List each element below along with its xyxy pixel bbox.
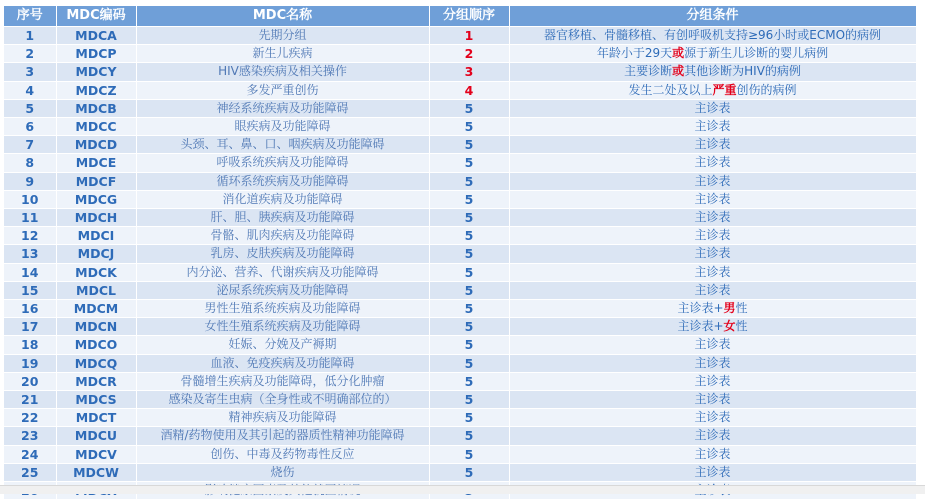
table-row <box>4 300 916 318</box>
cell-name[interactable]: 男性生殖系统疾病及功能障碍 <box>136 300 429 318</box>
cell-seq[interactable]: 14 <box>4 263 56 281</box>
table-row <box>4 391 916 409</box>
cell-seq[interactable]: 16 <box>4 300 56 318</box>
cell-name[interactable]: 循环系统疾病及功能障碍 <box>136 172 429 190</box>
cell-condition[interactable] <box>509 209 916 227</box>
cell-order[interactable]: 5 <box>429 318 509 336</box>
table-row <box>4 209 916 227</box>
cell-order[interactable]: 5 <box>429 463 509 481</box>
cell-seq[interactable]: 19 <box>4 354 56 372</box>
cell-seq[interactable]: 25 <box>4 463 56 481</box>
cell-condition[interactable] <box>509 154 916 172</box>
cell-name[interactable]: 创伤、中毒及药物毒性反应 <box>136 445 429 463</box>
condition-text: 主诊表 <box>694 264 731 279</box>
cell-name[interactable]: 血液、免疫疾病及功能障碍 <box>136 354 429 372</box>
header-row <box>4 6 916 27</box>
table-row <box>4 281 916 299</box>
condition-text-tail: 源于新生儿诊断的婴儿病例 <box>684 46 829 61</box>
cell-order[interactable]: 5 <box>429 227 509 245</box>
cell-order[interactable]: 5 <box>429 372 509 390</box>
cell-condition[interactable] <box>509 354 916 372</box>
condition-text: 主诊表 <box>694 137 731 152</box>
cell-seq[interactable]: 4 <box>4 81 56 99</box>
cell-name[interactable]: 精神疾病及功能障碍 <box>136 409 429 427</box>
cell-order[interactable]: 5 <box>429 245 509 263</box>
cell-condition[interactable] <box>509 227 916 245</box>
table-row <box>4 81 916 99</box>
condition-text-tail: 性 <box>735 319 748 334</box>
cell-name[interactable]: 感染及寄生虫病（全身性或不明确部位的） <box>136 391 429 409</box>
header-seq[interactable]: 序号 <box>4 6 56 27</box>
cell-code[interactable]: MDCU <box>56 427 136 445</box>
table-row <box>4 427 916 445</box>
condition-highlight: 或 <box>672 46 685 61</box>
cell-seq[interactable]: 9 <box>4 172 56 190</box>
cell-order[interactable]: 5 <box>429 354 509 372</box>
cell-code[interactable]: MDCC <box>56 118 136 136</box>
cell-order[interactable]: 5 <box>429 445 509 463</box>
cell-condition[interactable] <box>509 136 916 154</box>
cell-seq[interactable]: 8 <box>4 154 56 172</box>
cell-code[interactable]: MDCD <box>56 136 136 154</box>
cell-order[interactable]: 5 <box>429 300 509 318</box>
cell-code[interactable]: MDCY <box>56 63 136 81</box>
cell-order[interactable]: 5 <box>429 409 509 427</box>
table-row <box>4 136 916 154</box>
cell-seq[interactable]: 23 <box>4 427 56 445</box>
table-row <box>4 336 916 354</box>
condition-highlight: 严重 <box>712 82 737 97</box>
cell-code[interactable]: MDCZ <box>56 81 136 99</box>
cell-seq[interactable]: 20 <box>4 372 56 390</box>
cell-code[interactable]: MDCV <box>56 445 136 463</box>
condition-text: 主诊表 <box>694 337 731 352</box>
table-row <box>4 172 916 190</box>
condition-text-tail: 性 <box>735 301 748 316</box>
cell-condition[interactable] <box>509 172 916 190</box>
condition-text: 主诊表 <box>694 282 731 297</box>
header-condition[interactable]: 分组条件 <box>509 6 916 27</box>
condition-text: 主诊表 <box>694 464 731 479</box>
condition-highlight: 或 <box>672 64 685 79</box>
cell-order[interactable]: 5 <box>429 190 509 208</box>
cell-order[interactable]: 5 <box>429 118 509 136</box>
table-row <box>4 227 916 245</box>
cell-condition[interactable] <box>509 445 916 463</box>
cell-code[interactable]: MDCL <box>56 281 136 299</box>
cell-seq[interactable]: 13 <box>4 245 56 263</box>
cell-condition[interactable] <box>509 300 916 318</box>
cell-code[interactable]: MDCS <box>56 391 136 409</box>
table-header <box>4 6 916 27</box>
cell-condition[interactable] <box>509 336 916 354</box>
condition-text: 主要诊断 <box>624 64 673 79</box>
cell-seq[interactable]: 7 <box>4 136 56 154</box>
cell-code[interactable]: MDCB <box>56 99 136 117</box>
cell-condition[interactable] <box>509 63 916 81</box>
cell-condition[interactable] <box>509 281 916 299</box>
condition-text: 主诊表+ <box>677 319 724 334</box>
cell-condition[interactable] <box>509 409 916 427</box>
header-code[interactable]: MDC编码 <box>56 6 136 27</box>
cell-name[interactable]: 妊娠、分娩及产褥期 <box>136 336 429 354</box>
cell-condition[interactable] <box>509 318 916 336</box>
condition-text: 主诊表 <box>694 155 731 170</box>
cell-name[interactable]: 头颈、耳、鼻、口、咽疾病及功能障碍 <box>136 136 429 154</box>
condition-text: 主诊表 <box>694 119 731 134</box>
cell-order[interactable]: 5 <box>429 209 509 227</box>
cell-code[interactable]: MDCI <box>56 227 136 245</box>
cell-seq[interactable]: 3 <box>4 63 56 81</box>
cell-code[interactable]: MDCP <box>56 45 136 63</box>
condition-text: 发生二处及以上 <box>628 82 713 97</box>
table-row <box>4 118 916 136</box>
condition-text: 主诊表 <box>694 210 731 225</box>
cell-seq[interactable]: 22 <box>4 409 56 427</box>
table-row <box>4 27 916 45</box>
condition-text: 主诊表+ <box>677 301 724 316</box>
condition-text: 主诊表 <box>694 446 731 461</box>
table-body <box>4 27 916 500</box>
table-row <box>4 372 916 390</box>
cell-code[interactable]: MDCO <box>56 336 136 354</box>
cell-name[interactable]: 骨骼、肌肉疾病及功能障碍 <box>136 227 429 245</box>
cell-condition[interactable] <box>509 190 916 208</box>
table-row <box>4 190 916 208</box>
cell-code[interactable]: MDCW <box>56 463 136 481</box>
cell-code[interactable]: MDCE <box>56 154 136 172</box>
cell-condition[interactable] <box>509 372 916 390</box>
mdc-table <box>4 6 917 500</box>
cell-name[interactable]: 乳房、皮肤疾病及功能障碍 <box>136 245 429 263</box>
cell-seq[interactable]: 17 <box>4 318 56 336</box>
condition-text: 主诊表 <box>694 191 731 206</box>
condition-text: 主诊表 <box>694 410 731 425</box>
cell-code[interactable]: MDCQ <box>56 354 136 372</box>
cell-code[interactable]: MDCF <box>56 172 136 190</box>
cell-name[interactable]: 新生儿疾病 <box>136 45 429 63</box>
header-order[interactable]: 分组顺序 <box>429 6 509 27</box>
cell-code[interactable]: MDCH <box>56 209 136 227</box>
cell-code[interactable]: MDCM <box>56 300 136 318</box>
cell-name[interactable]: 呼吸系统疾病及功能障碍 <box>136 154 429 172</box>
table-row <box>4 99 916 117</box>
cell-seq[interactable]: 11 <box>4 209 56 227</box>
cell-name[interactable]: 烧伤 <box>136 463 429 481</box>
cell-condition[interactable] <box>509 27 916 45</box>
cell-order[interactable]: 5 <box>429 136 509 154</box>
cell-name[interactable]: 内分泌、营养、代谢疾病及功能障碍 <box>136 263 429 281</box>
condition-text: 器官移植、骨髓移植、有创呼吸机支持≥96小时或ECMO的病例 <box>543 28 882 42</box>
table-row <box>4 463 916 481</box>
cell-condition[interactable] <box>509 118 916 136</box>
condition-text-tail: 创伤的病例 <box>736 82 797 97</box>
cell-seq[interactable]: 12 <box>4 227 56 245</box>
cell-order[interactable]: 5 <box>429 336 509 354</box>
cell-seq[interactable]: 18 <box>4 336 56 354</box>
cell-seq[interactable]: 5 <box>4 99 56 117</box>
cell-code[interactable]: MDCN <box>56 318 136 336</box>
cell-seq[interactable]: 2 <box>4 45 56 63</box>
cell-code[interactable]: MDCG <box>56 190 136 208</box>
cell-condition[interactable] <box>509 245 916 263</box>
cell-order[interactable]: 3 <box>429 63 509 81</box>
cell-order[interactable]: 5 <box>429 427 509 445</box>
cell-name[interactable]: 女性生殖系统疾病及功能障碍 <box>136 318 429 336</box>
cell-name[interactable]: 消化道疾病及功能障碍 <box>136 190 429 208</box>
cell-condition[interactable] <box>509 45 916 63</box>
table-row <box>4 263 916 281</box>
condition-text: 年龄小于29天 <box>596 46 673 61</box>
cell-name[interactable]: 眼疾病及功能障碍 <box>136 118 429 136</box>
table-row <box>4 63 916 81</box>
cell-name[interactable]: 多发严重创伤 <box>136 81 429 99</box>
table-row <box>4 445 916 463</box>
condition-text: 主诊表 <box>694 246 731 261</box>
cell-order[interactable]: 5 <box>429 281 509 299</box>
cell-code[interactable]: MDCR <box>56 372 136 390</box>
cell-seq[interactable]: 21 <box>4 391 56 409</box>
condition-highlight: 女 <box>723 319 736 334</box>
cell-order[interactable]: 5 <box>429 154 509 172</box>
cell-seq[interactable]: 6 <box>4 118 56 136</box>
cell-seq[interactable]: 10 <box>4 190 56 208</box>
cell-code[interactable]: MDCK <box>56 263 136 281</box>
cell-order[interactable]: 2 <box>429 45 509 63</box>
cell-code[interactable]: MDCT <box>56 409 136 427</box>
table-row <box>4 318 916 336</box>
cell-name[interactable]: 肝、胆、胰疾病及功能障碍 <box>136 209 429 227</box>
cell-code[interactable]: MDCA <box>56 27 136 45</box>
cell-order[interactable]: 5 <box>429 172 509 190</box>
cell-condition[interactable] <box>509 99 916 117</box>
condition-highlight: 男 <box>723 301 736 316</box>
condition-text-tail: 其他诊断为HIV的病例 <box>684 64 801 79</box>
condition-text: 主诊表 <box>694 228 731 243</box>
cell-condition[interactable] <box>509 81 916 99</box>
table-row <box>4 354 916 372</box>
condition-text: 主诊表 <box>694 355 731 370</box>
cell-order[interactable]: 5 <box>429 391 509 409</box>
cell-condition[interactable] <box>509 427 916 445</box>
cell-order[interactable]: 5 <box>429 99 509 117</box>
table-row <box>4 245 916 263</box>
table-row <box>4 45 916 63</box>
cell-name[interactable]: 骨髓增生疾病及功能障碍，低分化肿瘤 <box>136 372 429 390</box>
condition-text: 主诊表 <box>694 173 731 188</box>
cell-order[interactable]: 5 <box>429 263 509 281</box>
condition-text: 主诊表 <box>694 100 731 115</box>
cell-condition[interactable] <box>509 263 916 281</box>
cell-code[interactable]: MDCJ <box>56 245 136 263</box>
cell-condition[interactable] <box>509 463 916 481</box>
cell-order[interactable]: 4 <box>429 81 509 99</box>
table-row <box>4 409 916 427</box>
cell-name[interactable]: 神经系统疾病及功能障碍 <box>136 99 429 117</box>
cell-order[interactable]: 1 <box>429 27 509 45</box>
cell-name[interactable]: 先期分组 <box>136 27 429 45</box>
cell-seq[interactable]: 1 <box>4 27 56 45</box>
cell-name[interactable]: 泌尿系统疾病及功能障碍 <box>136 281 429 299</box>
condition-text: 主诊表 <box>694 428 731 443</box>
header-name[interactable]: MDC名称 <box>136 6 429 27</box>
cell-seq[interactable]: 15 <box>4 281 56 299</box>
table-row <box>4 154 916 172</box>
cell-condition[interactable] <box>509 391 916 409</box>
cell-name[interactable]: 酒精/药物使用及其引起的器质性精神功能障碍 <box>136 427 429 445</box>
condition-text: 主诊表 <box>694 373 731 388</box>
condition-text: 主诊表 <box>694 392 731 407</box>
cell-name[interactable]: HIV感染疾病及相关操作 <box>136 63 429 81</box>
cell-seq[interactable]: 24 <box>4 445 56 463</box>
